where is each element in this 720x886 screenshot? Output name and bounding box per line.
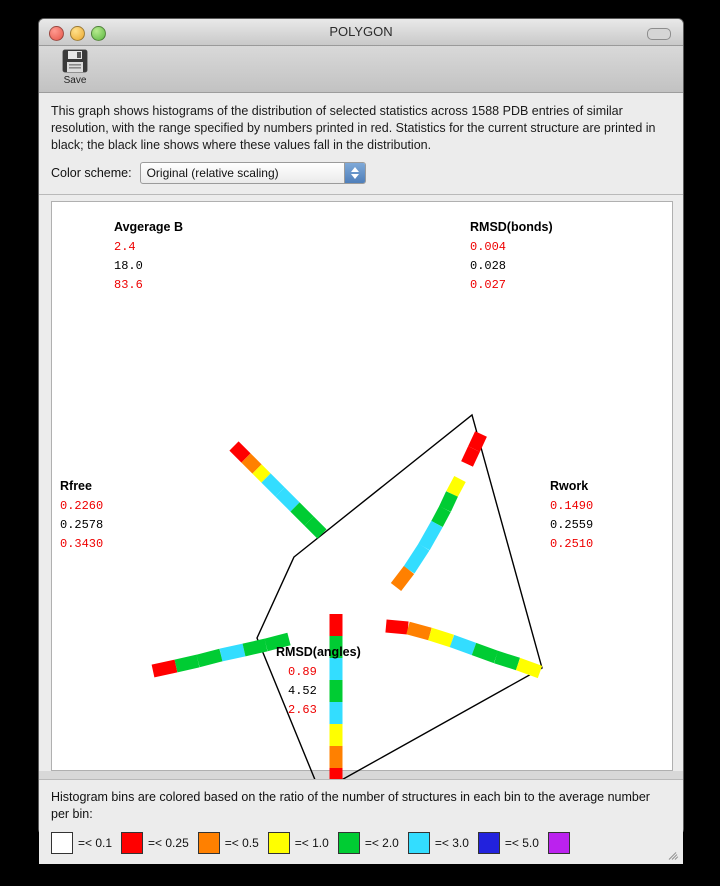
legend-caption: =< 5.0 <box>504 836 539 850</box>
toolbar-toggle-button[interactable] <box>647 28 671 40</box>
toolbar <box>39 46 683 93</box>
axis-label-rwork: Rwork <box>550 479 589 493</box>
axis-label-rmsd-bonds: RMSD(bonds) <box>470 220 553 234</box>
legend-caption: =< 0.25 <box>148 836 189 850</box>
legend-item <box>51 832 112 854</box>
resize-grip[interactable] <box>666 848 680 862</box>
axis-min-avgerage-b: 2.4 <box>114 240 136 254</box>
chevron-updown-icon[interactable] <box>344 163 365 183</box>
application-window <box>38 18 684 850</box>
current-structure-polygon <box>257 415 542 792</box>
plot-container <box>39 195 683 771</box>
axis-value-rwork: 0.2559 <box>550 518 594 532</box>
legend-item <box>121 832 189 854</box>
axis-max-rfree: 0.3430 <box>60 537 104 551</box>
legend-color-swatch <box>478 832 500 854</box>
axis-min-rfree: 0.2260 <box>60 499 104 513</box>
legend-description: Histogram bins are colored based on the ratio of the number of structures in each bin to the average number per bin: <box>51 790 650 821</box>
legend-panel <box>39 779 683 864</box>
legend-item <box>268 832 329 854</box>
axis-values-rwork <box>550 497 593 554</box>
legend-color-swatch <box>548 832 570 854</box>
axis-values-rmsd-bonds <box>470 238 506 295</box>
axis-max-avgerage-b: 83.6 <box>114 278 143 292</box>
legend-caption: =< 2.0 <box>364 836 399 850</box>
color-scheme-selected-value: Original (relative scaling) <box>146 166 279 180</box>
axis-values-rmsd-angles <box>288 663 317 720</box>
axis-value-rmsd-bonds: 0.028 <box>470 259 507 273</box>
legend-caption: =< 1.0 <box>294 836 329 850</box>
axis-bar-avgerage-b <box>234 446 336 548</box>
legend-items <box>51 832 671 854</box>
color-scheme-label: Color scheme: <box>51 166 132 180</box>
legend-caption: =< 3.0 <box>434 836 469 850</box>
legend-item <box>548 832 570 854</box>
save-button[interactable] <box>49 48 101 86</box>
axis-max-rmsd-bonds: 0.027 <box>470 278 507 292</box>
axis-bar-rmsd-bonds <box>396 434 481 587</box>
axis-max-rwork: 0.2510 <box>550 537 594 551</box>
legend-item <box>198 832 259 854</box>
legend-color-swatch <box>51 832 73 854</box>
axis-values-rfree <box>60 497 103 554</box>
axis-min-rmsd-bonds: 0.004 <box>470 240 507 254</box>
axis-min-rwork: 0.1490 <box>550 499 594 513</box>
axis-max-rmsd-angles: 2.63 <box>288 703 317 717</box>
description-text: This graph shows histograms of the distribution of selected statistics across 1588 PDB entries of similar resolution, with the range specified by numbers printed in red. Statistics for the current structure are printed in black; the black line shows where these values fall in the distribution. <box>39 93 683 158</box>
axis-min-rmsd-angles: 0.89 <box>288 665 317 679</box>
legend-color-swatch <box>268 832 290 854</box>
color-scheme-row <box>39 158 683 195</box>
floppy-disk-icon <box>62 48 88 74</box>
legend-item <box>338 832 399 854</box>
window-titlebar <box>39 19 683 46</box>
legend-caption: =< 0.1 <box>78 836 113 850</box>
legend-caption: =< 0.5 <box>224 836 259 850</box>
legend-item <box>478 832 539 854</box>
save-button-label: Save <box>63 75 87 86</box>
axis-values-avgerage-b <box>114 238 143 295</box>
axis-value-avgerage-b: 18.0 <box>114 259 143 273</box>
legend-color-swatch <box>338 832 360 854</box>
axis-label-avgerage-b: Avgerage B <box>114 220 184 234</box>
axis-bar-rwork <box>364 626 540 672</box>
axis-value-rmsd-angles: 4.52 <box>288 684 317 698</box>
color-scheme-select[interactable] <box>140 162 366 184</box>
legend-color-swatch <box>408 832 430 854</box>
legend-color-swatch <box>198 832 220 854</box>
window-title: POLYGON <box>329 24 393 39</box>
legend-item <box>408 832 469 854</box>
legend-color-swatch <box>121 832 143 854</box>
axis-value-rfree: 0.2578 <box>60 518 104 532</box>
axis-label-rfree: Rfree <box>60 479 92 493</box>
axis-label-rmsd-angles: RMSD(angles) <box>276 645 361 659</box>
polygon-plot[interactable] <box>51 201 673 771</box>
